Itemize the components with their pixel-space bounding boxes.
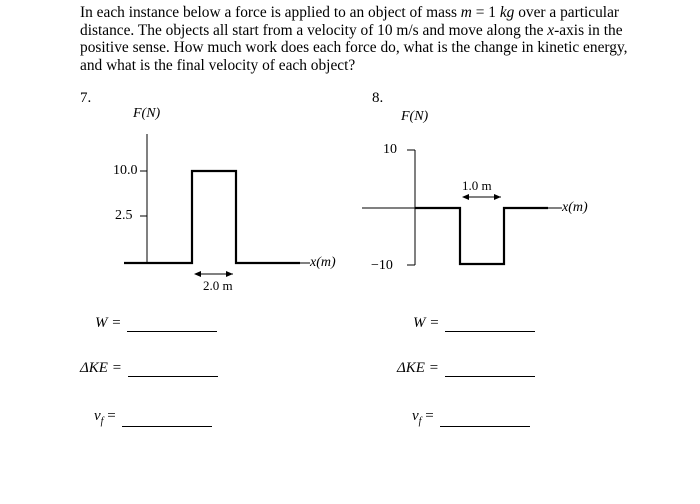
p8-y-tick-label-neg10: −10 bbox=[371, 258, 393, 273]
p7-delta-ke-field[interactable] bbox=[80, 360, 218, 377]
p7-width-label: 2.0 m bbox=[203, 278, 233, 293]
p7-y-tick-label-10: 10.0 bbox=[113, 163, 138, 178]
p7-vf-field[interactable] bbox=[94, 408, 212, 427]
p7-delta-ke-blank[interactable] bbox=[128, 362, 218, 377]
p8-vf-field[interactable] bbox=[412, 408, 530, 427]
p7-vf-blank[interactable] bbox=[122, 412, 212, 427]
p8-width-label: 1.0 m bbox=[462, 178, 492, 193]
p7-work-label: W = bbox=[95, 315, 122, 331]
mass-variable: m bbox=[460, 4, 472, 21]
p7-work-blank[interactable] bbox=[127, 317, 217, 332]
p8-x-axis-label: x(m) bbox=[562, 200, 588, 215]
p8-y-axis-label: F(N) bbox=[401, 109, 429, 124]
p8-delta-ke-field[interactable] bbox=[397, 360, 535, 377]
p7-force-curve bbox=[124, 171, 300, 263]
p8-vf-blank[interactable] bbox=[440, 412, 530, 427]
p8-work-field[interactable] bbox=[413, 315, 535, 332]
problem-7-number: 7. bbox=[80, 90, 92, 106]
p8-vf-label: $v_f$ = bbox=[412, 408, 434, 427]
p7-work-field[interactable] bbox=[95, 315, 217, 332]
mass-unit: kg bbox=[499, 4, 515, 21]
p8-work-label: W = bbox=[413, 315, 440, 331]
p8-force-curve bbox=[415, 208, 548, 264]
axis-variable: x bbox=[547, 21, 555, 39]
p7-y-axis-label: F(N) bbox=[133, 106, 161, 121]
problem-8-number: 8. bbox=[372, 90, 384, 106]
p7-x-axis-label: x(m) bbox=[310, 255, 336, 270]
p7-delta-ke-label: ΔKE = bbox=[80, 360, 122, 376]
p7-vf-label: $v_f$ = bbox=[94, 408, 116, 427]
p8-delta-ke-blank[interactable] bbox=[445, 362, 535, 377]
p8-work-blank[interactable] bbox=[445, 317, 535, 332]
p8-delta-ke-label: ΔKE = bbox=[397, 360, 439, 376]
p7-y-tick-label-2-5: 2.5 bbox=[115, 208, 133, 223]
p8-y-tick-label-10: 10 bbox=[383, 142, 397, 157]
problem-statement: In each instance below a force is applied to an object of mass m = 1 kg over a particular distance. The objects all start from a velocity of 10 m/s and move along the x-axis in the positive sense. How much work does each force do, what is the change in kinetic energy, and what is the final velocity of each object? bbox=[80, 4, 628, 74]
